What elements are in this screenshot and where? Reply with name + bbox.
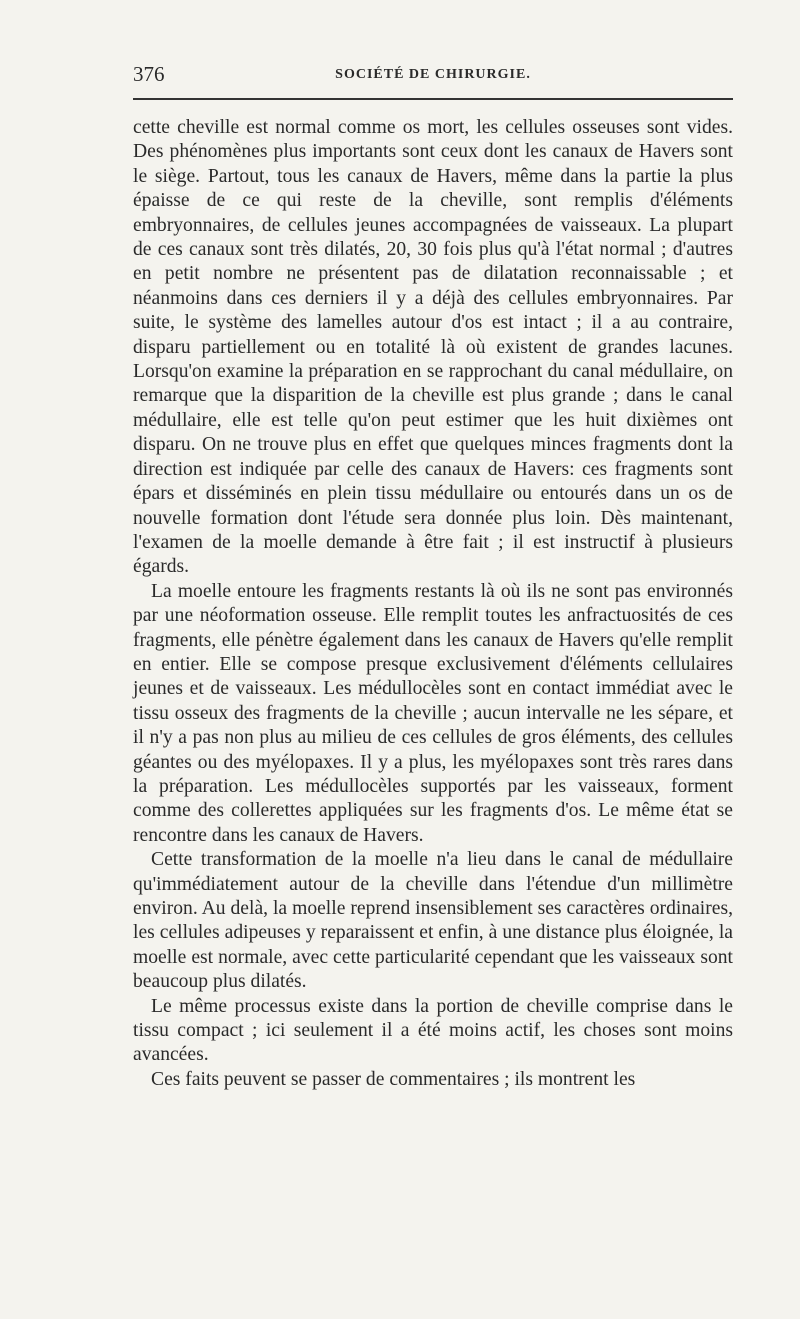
paragraph-5: Ces faits peuvent se passer de commentaires ; ils montrent les [151, 1068, 636, 1090]
page-number: 376 [133, 62, 165, 86]
header-rule [133, 98, 733, 100]
paragraph-2: La moelle entoure les fragments restants là où ils ne sont pas environnés par une néoformation osseuse. Elle remplit toutes les anfractuosités de ces fragments, elle pénètre également dans les canaux de Havers qu'elle remplit en entier. Elle se compose presque exclusivement d'éléments cellulaires jeunes et de vaisseaux. Les médullocèles sont en contact immédiat avec le tissu osseux des fragments de la cheville ; aucun intervalle ne les sépare, et il n'y a pas non plus au milieu de ces cellules de gros éléments, des cellules géantes ou des myélopaxes. Il y a plus, les myélopaxes sont très rares dans la préparation. Les médullocèles supportés par les vaisseaux, forment comme des collerettes appliquées sur les fragments d'os. Le même état se rencontre dans les canaux de Havers. [133, 580, 733, 846]
paragraph-1: cette cheville est normal comme os mort, les cellules osseuses sont vides. Des phénomènes plus importants sont ceux dont les canaux de Havers sont le siège. Partout, tous les canaux de Havers, même dans la partie la plus épaisse de ce qui reste de la cheville, sont remplis d'éléments embryonnaires, de cellules jeunes accompagnées de vaisseaux. La plupart de ces canaux sont très dilatés, 20, 30 fois plus qu'à l'état normal ; d'autres en petit nombre ne présentent pas de dilatation reconnaissable ; et néanmoins dans ces derniers il y a déjà des cellules embryonnaires. Par suite, le système des lamelles autour d'os est intact ; il a au contraire, disparu partiellement ou en totalité là où existent de grandes lacunes. Lorsqu'on examine la préparation en se rapprochant du canal médullaire, on remarque que la disparition de la cheville est plus grande ; dans le canal médullaire, elle est telle qu'on peut estimer que les huit dixièmes ont disparu. On ne trouve plus en effet que quelques minces fragments dont la direction est indiquée par celle des canaux de Havers: ces fragments sont épars et disséminés en plein tissu médullaire ou entourés dans un os de nouvelle formation dont l'étude sera donnée plus loin. Dès maintenant, l'examen de la moelle demande à être fait ; il est instructif à plusieurs égards. [133, 117, 733, 578]
body-text [133, 116, 733, 1092]
paragraph-3: Cette transformation de la moelle n'a lieu dans le canal de médullaire qu'immédiatement autour de la cheville dans l'étendue d'un millimètre environ. Au delà, la moelle reprend insensiblement ses caractères ordinaires, les cellules adipeuses y reparaissent et enfin, à une distance plus éloignée, la moelle est normale, avec cette particularité cependant que les vaisseaux sont beaucoup plus dilatés. [133, 849, 733, 993]
page-header [133, 62, 733, 92]
running-head: SOCIÉTÉ DE CHIRURGIE. [335, 67, 531, 82]
paragraph-4: Le même processus existe dans la portion de cheville comprise dans le tissu compact ; ici seulement il a été moins actif, les choses sont moins avancées. [133, 995, 733, 1066]
